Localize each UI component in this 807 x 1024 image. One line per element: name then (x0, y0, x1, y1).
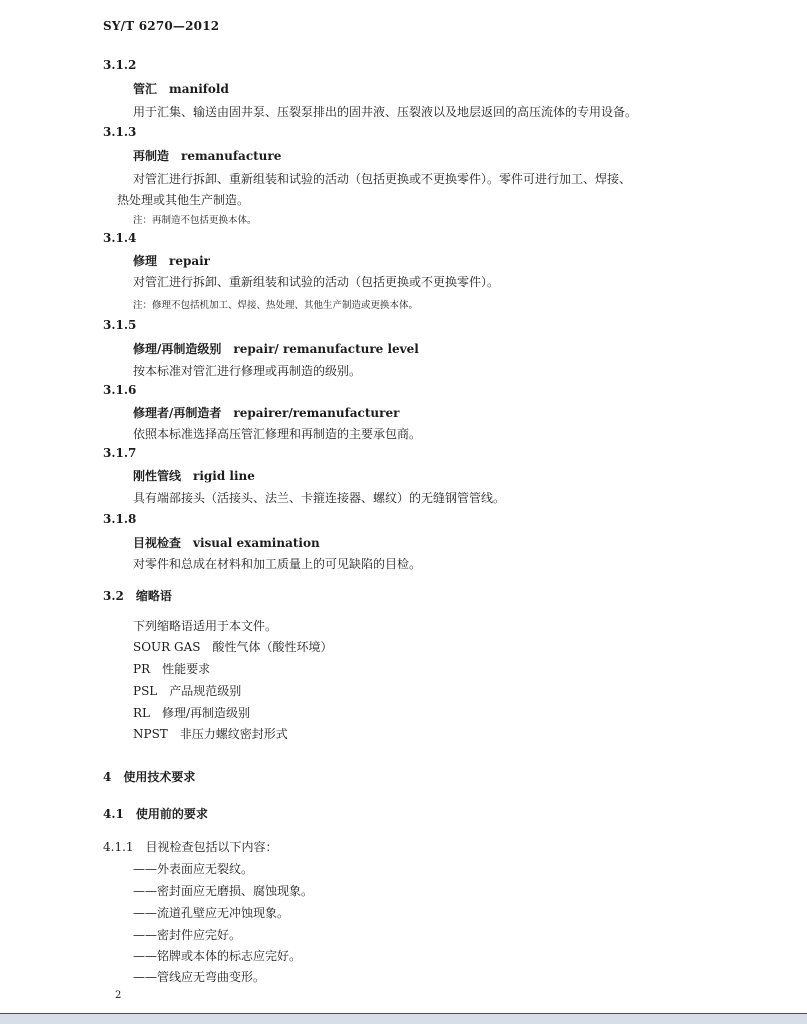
abbrev-item: SOUR GAS 酸性气体（酸性环境） (133, 640, 333, 654)
section-heading-abbreviations: 3.2 缩略语 (103, 589, 172, 603)
viewer-bottom-bar (0, 1014, 807, 1024)
abbrev-item: RL 修理/再制造级别 (133, 706, 251, 720)
clause-number: 3.1.2 (103, 58, 137, 72)
term-note: 注：修理不包括机加工、焊接、热处理、其他生产制造或更换本体。 (133, 300, 419, 311)
term-note: 注：再制造不包括更换本体。 (133, 215, 257, 226)
check-item: ——铭牌或本体的标志应完好。 (133, 949, 302, 963)
term-definition: 对管汇进行拆卸、重新组装和试验的活动（包括更换或不更换零件）。零件可进行加工、焊接、 (133, 172, 632, 186)
term-title: 修理 repair (133, 254, 211, 268)
chapter-heading: 4 使用技术要求 (103, 770, 196, 784)
check-item: ——流道孔壁应无冲蚀现象。 (133, 906, 290, 920)
abbrev-item: NPST 非压力螺纹密封形式 (133, 727, 288, 741)
standard-code-header: SY/T 6270—2012 (103, 19, 220, 33)
check-item: ——密封件应完好。 (133, 928, 242, 942)
page-number: 2 (115, 990, 122, 1001)
abbrev-item: PSL 产品规范级别 (133, 684, 242, 698)
term-definition: 按本标准对管汇进行修理或再制造的级别。 (133, 364, 362, 378)
term-definition: 具有端部接头（活接头、法兰、卡箍连接器、螺纹）的无缝钢管管线。 (133, 491, 506, 505)
clause-lead: 4.1.1 目视检查包括以下内容： (103, 840, 278, 854)
term-title: 修理者/再制造者 repairer/remanufacturer (133, 406, 400, 420)
clause-number: 3.1.6 (103, 383, 137, 397)
term-definition: 对管汇进行拆卸、重新组装和试验的活动（包括更换或不更换零件）。 (133, 275, 500, 289)
term-definition-cont: 热处理或其他生产制造。 (117, 193, 250, 207)
check-item: ——管线应无弯曲变形。 (133, 970, 266, 984)
clause-number: 3.1.3 (103, 125, 137, 139)
term-title: 修理/再制造级别 repair/ remanufacture level (133, 342, 419, 356)
abbrev-item: PR 性能要求 (133, 662, 211, 676)
term-definition: 用于汇集、输送由固井泵、压裂泵排出的固井液、压裂液以及地层返回的高压流体的专用设备。 (133, 105, 638, 119)
clause-number: 3.1.7 (103, 446, 137, 460)
clause-number: 3.1.5 (103, 318, 137, 332)
term-title: 管汇 manifold (133, 82, 229, 96)
abbrev-intro: 下列缩略语适用于本文件。 (133, 619, 278, 633)
term-definition: 对零件和总成在材料和加工质量上的可见缺陷的目检。 (133, 557, 422, 571)
clause-number: 3.1.4 (103, 231, 137, 245)
clause-number: 3.1.8 (103, 512, 137, 526)
check-item: ——密封面应无磨损、腐蚀现象。 (133, 884, 314, 898)
check-item: ——外表面应无裂纹。 (133, 862, 254, 876)
section-heading: 4.1 使用前的要求 (103, 807, 208, 821)
term-title: 刚性管线 rigid line (133, 469, 255, 483)
term-title: 目视检查 visual examination (133, 536, 320, 550)
term-definition: 依照本标准选择高压管汇修理和再制造的主要承包商。 (133, 427, 422, 441)
term-title: 再制造 remanufacture (133, 149, 282, 163)
